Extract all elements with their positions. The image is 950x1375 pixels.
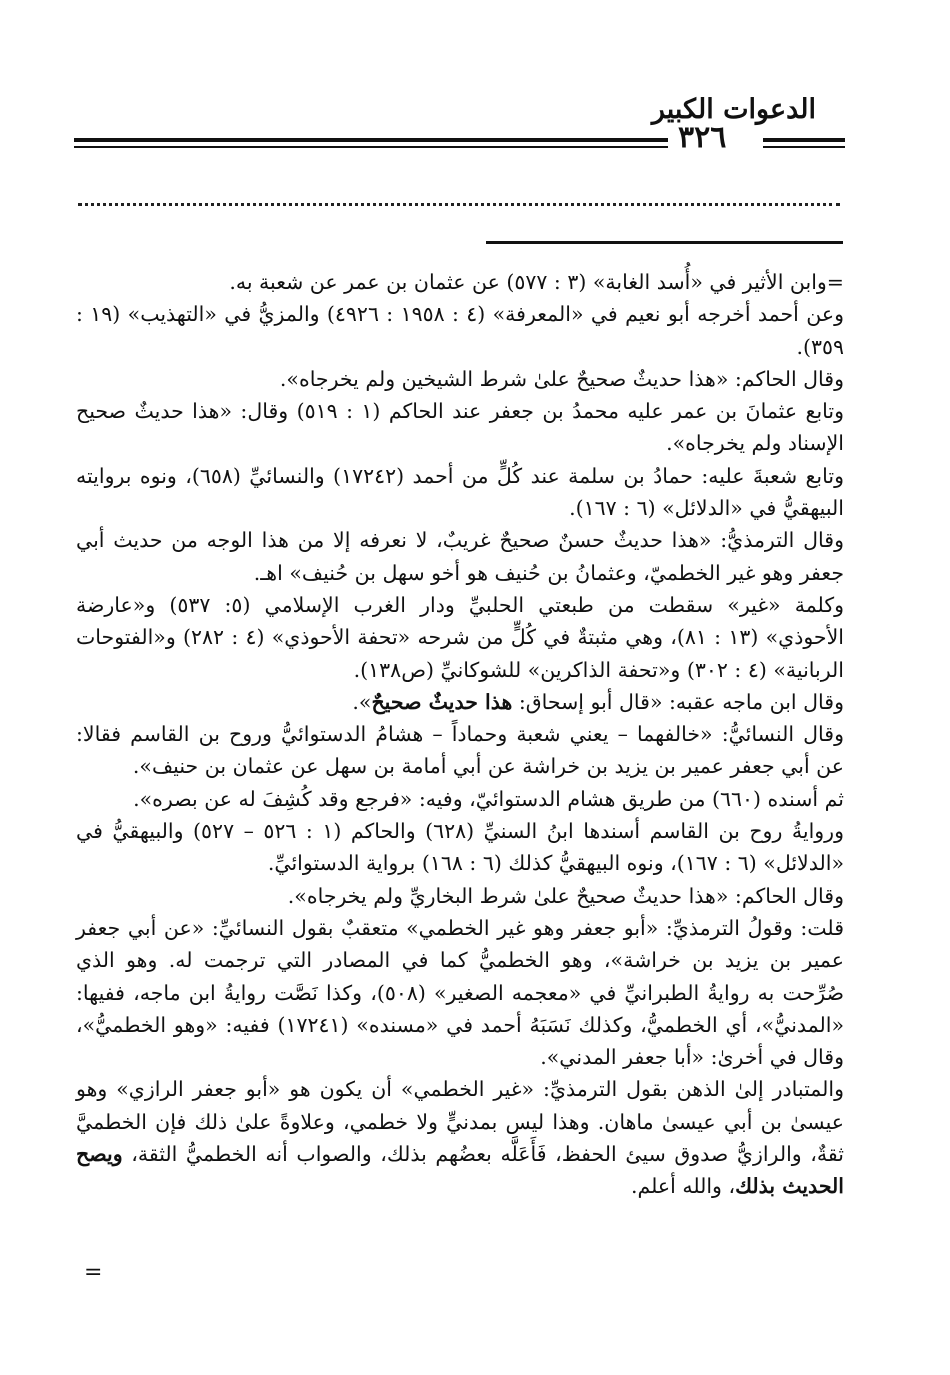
paragraph: وقال الحاكم: «هذا حديثٌ صحيحٌ علىٰ شرط البخاريِّ ولم يخرجاه». <box>287 883 844 908</box>
paragraph: وتابع شعبةَ عليه: حمادُ بن سلمة عند كُلٍّ من أحمد (١٧٢٤٢) والنسائيِّ (٦٥٨)، ونوه بروايته البيهقيُّ في «الدلائل» (٦ : ١٦٧). <box>76 463 844 521</box>
paragraph-ibn-majah <box>76 686 844 718</box>
header-rule-thin-left <box>74 146 668 148</box>
paragraph: وقال النسائيُّ: «خالفهما – يعني شعبة وحماداً – هشامُ الدستوائيُّ وروح بن القاسم فقالا: عن أبي جعفر عمير بن يزيد بن خراشة عن أبي أمامة بن سهل عن عثمان بن حنيف». <box>76 722 844 779</box>
paragraph-tail: ، والله أعلم. <box>630 1174 736 1199</box>
paragraph: وعن أحمد أخرجه أبو نعيم في «المعرفة» (٤ : ١٩٥٨ : ٤٩٢٦) والمزيُّ في «التهذيب» (١٩ : ٣٥٩). <box>76 302 844 359</box>
paragraph: وقال الحاكم: «هذا حديثٌ صحيحٌ علىٰ شرط الشيخين ولم يخرجاه». <box>279 366 844 391</box>
paragraph: وتابع عثمانَ بن عمر عليه محمدُ بن جعفر عند الحاكم (١ : ٥١٩) وقال: «هذا حديثٌ صحيح الإسناد ولم يخرجاه». <box>76 399 844 456</box>
bold-phrase: هذا حديثٌ صحيحٌ <box>371 689 513 714</box>
paragraph: وكلمة «غير» سقطت من طبعتي الحلبيِّ ودار الغرب الإسلامي (٥: ٥٣٧) و«عارضة الأحوذي» (١٣ : ٨١)، وهي مثبتةٌ في كُلٍّ من شرحه «تحفة الأحوذي» (٤ : ٢٨٢) و«الفتوحات الربانية» (٤ : ٣٠٢) و«تحفة الذاكرين» للشوكانيِّ (ص١٣٨). <box>76 592 844 682</box>
header-rule-thick-left <box>74 138 668 142</box>
dotted-separator <box>78 203 840 206</box>
paragraph-lead: وقال ابن ماجه عقبه: «قال أبو إسحاق: <box>512 689 844 714</box>
header-rule-thick-right <box>763 138 845 142</box>
paragraph-final <box>76 1073 844 1202</box>
header-rule-thin-right <box>763 146 845 148</box>
closing-quote: ». <box>352 689 372 714</box>
running-header-title: الدعوات الكبير <box>651 94 816 125</box>
paragraph: ثم أسنده (٦٦٠) من طريق هشام الدستوائيّ، وفيه: «فرجع وقد كُشِفَ له عن بصره». <box>133 786 844 811</box>
continuation-mark: = <box>84 1260 103 1285</box>
paragraph: =وابن الأثير في «أُسد الغابة» (٣ : ٥٧٧) عن عثمان بن عمر عن شعبة به. <box>229 270 844 294</box>
paragraph: وروايةُ روح بن القاسم أسندها ابنُ السنيِّ (٦٢٨) والحاكم (١ : ٥٢٦ – ٥٢٧) والبيهقيُّ في «الدلائل» (٦ : ١٦٧)، ونوه البيهقيُّ كذلك (٦ : ١٦٨) برواية الدستوائيِّ. <box>76 819 844 876</box>
footnote-rule <box>486 241 843 244</box>
page-number: ٣٢٦ <box>678 120 727 155</box>
bold-conclusion: ويصح الحديث بذلك <box>76 1142 844 1199</box>
paragraph-lead: والمتبادر إلىٰ الذهن بقول الترمذيِّ: «غير الخطمي» أن يكون هو «أبو جعفر الرازي» وهو عيسىٰ بن أبي عيسىٰ ماهان. وهذا ليس بمدنيٍّ ولا خطمي، وعلاوةً علىٰ ذلك فإن الخطميَّ ثقةٌ، والرازيُّ صدوق سيئ الحفظ، فَأَعَلَّه بعضُهم بذلك، والصواب أنه الخطميُّ الثقة، <box>76 1077 844 1167</box>
paragraph: وقال الترمذيُّ: «هذا حديثٌ حسنٌ صحيحٌ غريبٌ، لا نعرفه إلا من هذا الوجه من حديث أبي جعفر وهو غير الخطميّ، وعثمانُ بن حُنيف هو أخو سهل بن حُنيف» اهـ. <box>76 528 844 585</box>
footnote-text <box>76 266 844 1203</box>
paragraph: قلت: وقولُ الترمذيِّ: «أبو جعفر وهو غير الخطمي» متعقبٌ بقول النسائيِّ: «عن أبي جعفر عمير بن يزيد بن خراشة»، وهو الخطميُّ كما في المصادر التي ترجمت له. وهو الذي صُرِّحت به روايةُ الطبرانيِّ في «معجمه الصغير» (٥٠٨)، وكذا نَصَّت روايةُ ابن ماجه، ففيها: «المدنيُّ»، أي الخطميُّ، وكذلك نَسَبَهُ أحمد في «مسنده» (١٧٢٤١) ففيه: «وهو الخطميُّ»، وقال في أخرىٰ: «أبا جعفر المدني». <box>76 915 845 1070</box>
